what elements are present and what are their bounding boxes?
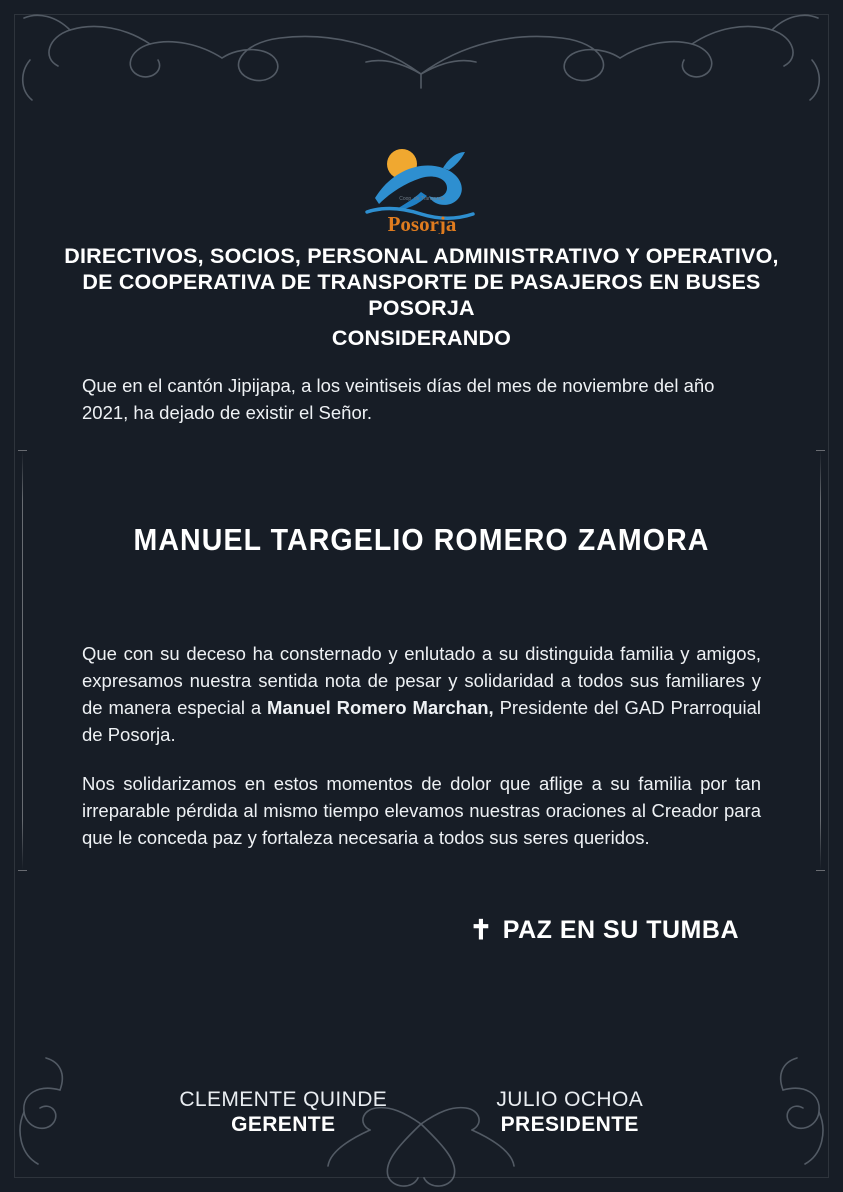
left-rule-cap-bottom [18, 870, 27, 871]
signature-name-manager: CLEMENTE QUINDE [179, 1088, 388, 1111]
peace-message [470, 916, 739, 945]
signature-role-president: PRESIDENTE [500, 1113, 639, 1136]
logo-caption: Posorja [387, 212, 456, 234]
signature-row [70, 1088, 773, 1137]
left-side-rule [22, 450, 23, 870]
cross-icon: ✝ [469, 915, 493, 945]
paragraph-one [82, 640, 761, 748]
posorja-dolphin-logo [357, 138, 487, 234]
heading-line-2: DE COOPERATIVA DE TRANSPORTE DE PASAJEROS EN BUSES [82, 270, 761, 294]
left-rule-cap-top [18, 450, 27, 451]
body-text [82, 640, 761, 851]
page-title [60, 243, 783, 351]
right-side-rule [820, 450, 821, 870]
logo-subcaption: Coop. de Transporte [398, 196, 445, 202]
paragraph-two: Nos solidarizamos en estos momentos de dolor que aflige a su familia por tan irreparable pérdida al mismo tiempo elevamos nuestras oraciones al Creador para que le conceda paz y fortaleza necesaria a todos sus seres queridos. [82, 773, 761, 848]
highlighted-person-name: Manuel Romero Marchan, [267, 697, 494, 718]
signature-block-president [427, 1088, 714, 1137]
right-rule-cap-bottom [816, 870, 825, 871]
signature-role-manager: GERENTE [231, 1113, 336, 1136]
signature-block-manager [140, 1088, 427, 1137]
logo-container [0, 138, 843, 234]
intro-paragraph: Que en el cantón Jipijapa, a los veintiseis días del mes de noviembre del año 2021, ha dejado de existir el Señor. [82, 375, 715, 423]
top-flourish-ornament [0, 4, 843, 134]
considerando-label: CONSIDERANDO [331, 326, 512, 350]
peace-message-text: PAZ EN SU TUMBA [502, 916, 739, 944]
paragraph-one-part-one: Que con su deceso ha consternado y enlutado a su distinguida familia y amigos, expresamos nuestra sentida nota de pesar y solidaridad a todos sus familiares y de manera especial a [82, 643, 761, 718]
paragraph-one-part-two: Presidente del GAD Prarroquial de Posorja. [82, 697, 761, 745]
heading-line-1: DIRECTIVOS, SOCIOS, PERSONAL ADMINISTRATIVO Y OPERATIVO, [64, 244, 779, 268]
heading-line-3: POSORJA [368, 296, 475, 320]
deceased-name: MANUEL TARGELIO ROMERO ZAMORA [133, 522, 710, 557]
right-rule-cap-top [816, 450, 825, 451]
signature-name-president: JULIO OCHOA [496, 1088, 644, 1111]
